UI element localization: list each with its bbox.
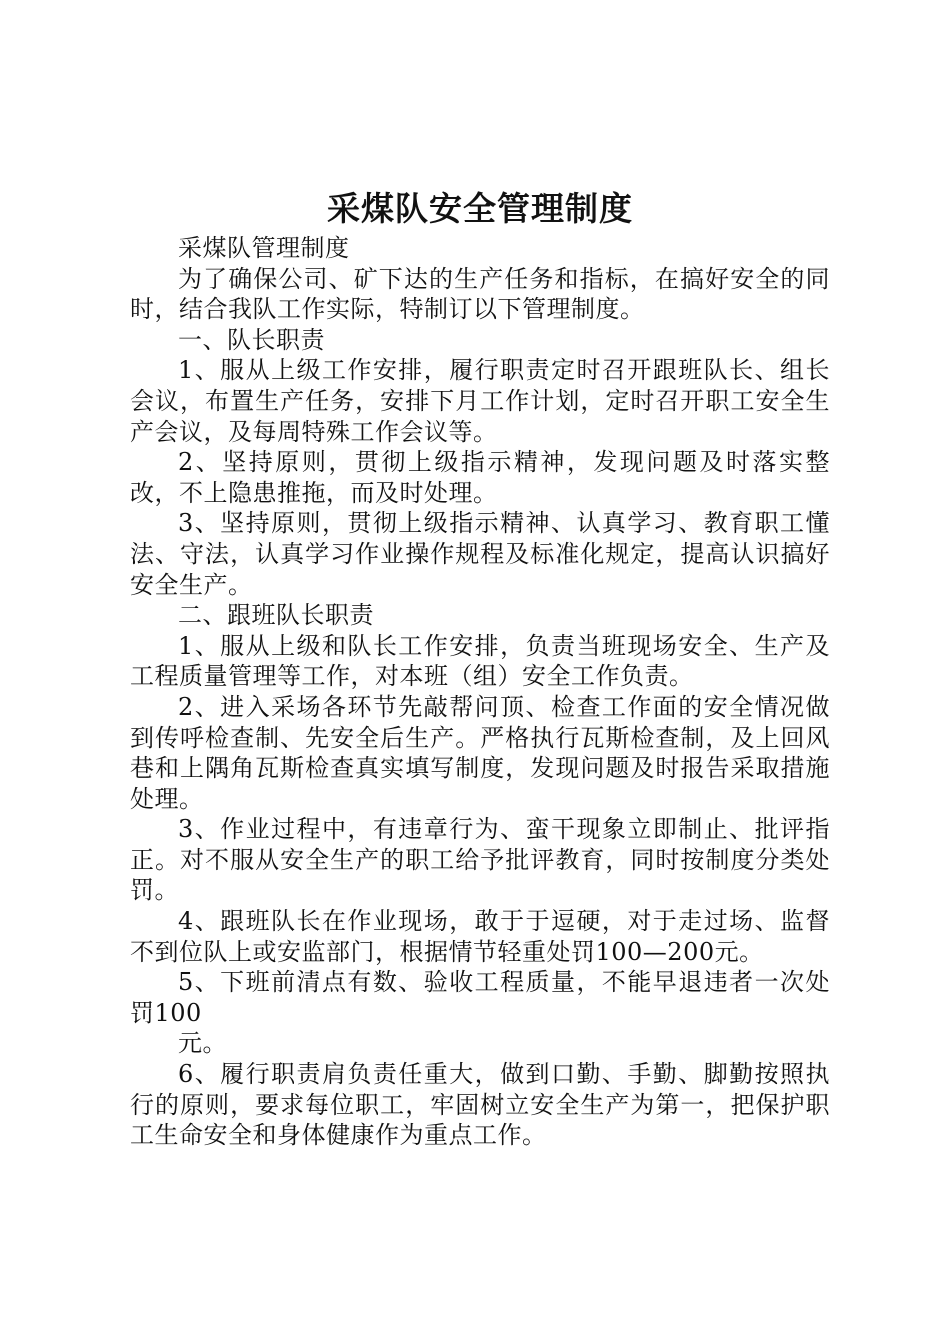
paragraph-captain-duty-3: 3、坚持原则，贯彻上级指示精神、认真学习、教育职工懂法、守法，认真学习作业操作规程及标准化规定，提高认识搞好安全生产。 [130, 509, 830, 599]
paragraph-captain-duty-2: 2、坚持原则，贯彻上级指示精神，发现问题及时落实整改，不上隐患推拖，而及时处理。 [130, 448, 830, 507]
paragraph-shift-duty-5: 5、下班前清点有数、验收工程质量，不能早退违者一次处罚100 [130, 968, 830, 1027]
document-title: 采煤队安全管理制度 [327, 189, 633, 228]
document-page [130, 186, 830, 1151]
section-heading-captain-duties: 一、队长职责 [178, 325, 325, 354]
paragraph-captain-duty-1: 1、服从上级工作安排，履行职责定时召开跟班队长、组长会议，布置生产任务，安排下月工作计划，定时召开职工安全生产会议，及每周特殊工作会议等。 [130, 356, 830, 446]
paragraph-shift-duty-2: 2、进入采场各环节先敲帮问顶、检查工作面的安全情况做到传呼检查制、先安全后生产。严格执行瓦斯检查制，及上回风巷和上隅角瓦斯检查真实填写制度，发现问题及时报告采取措施处理。 [130, 692, 830, 813]
paragraph-shift-duty-5-continued: 元。 [178, 1029, 227, 1058]
paragraph-subtitle: 采煤队管理制度 [178, 234, 350, 262]
paragraph-shift-duty-4: 4、跟班队长在作业现场，敢于于逗硬，对于走过场、监督不到位队上或安监部门，根据情节轻重处罚100—200元。 [130, 907, 830, 966]
section-heading-shift-captain-duties: 二、跟班队长职责 [178, 601, 374, 630]
paragraph-shift-duty-1: 1、服从上级和队长工作安排，负责当班现场安全、生产及工程质量管理等工作，对本班（组）安全工作负责。 [130, 631, 830, 691]
paragraph-intro: 为了确保公司、矿下达的生产任务和指标，在搞好安全的同时，结合我队工作实际，特制订以下管理制度。 [130, 264, 830, 324]
paragraph-shift-duty-3: 3、作业过程中，有违章行为、蛮干现象立即制止、批评指正。对不服从安全生产的职工给予批评教育，同时按制度分类处罚。 [130, 815, 830, 905]
paragraph-shift-duty-6: 6、履行职责肩负责任重大，做到口勤、手勤、脚勤按照执行的原则，要求每位职工，牢固树立安全生产为第一，把保护职工生命安全和身体健康作为重点工作。 [130, 1060, 830, 1150]
